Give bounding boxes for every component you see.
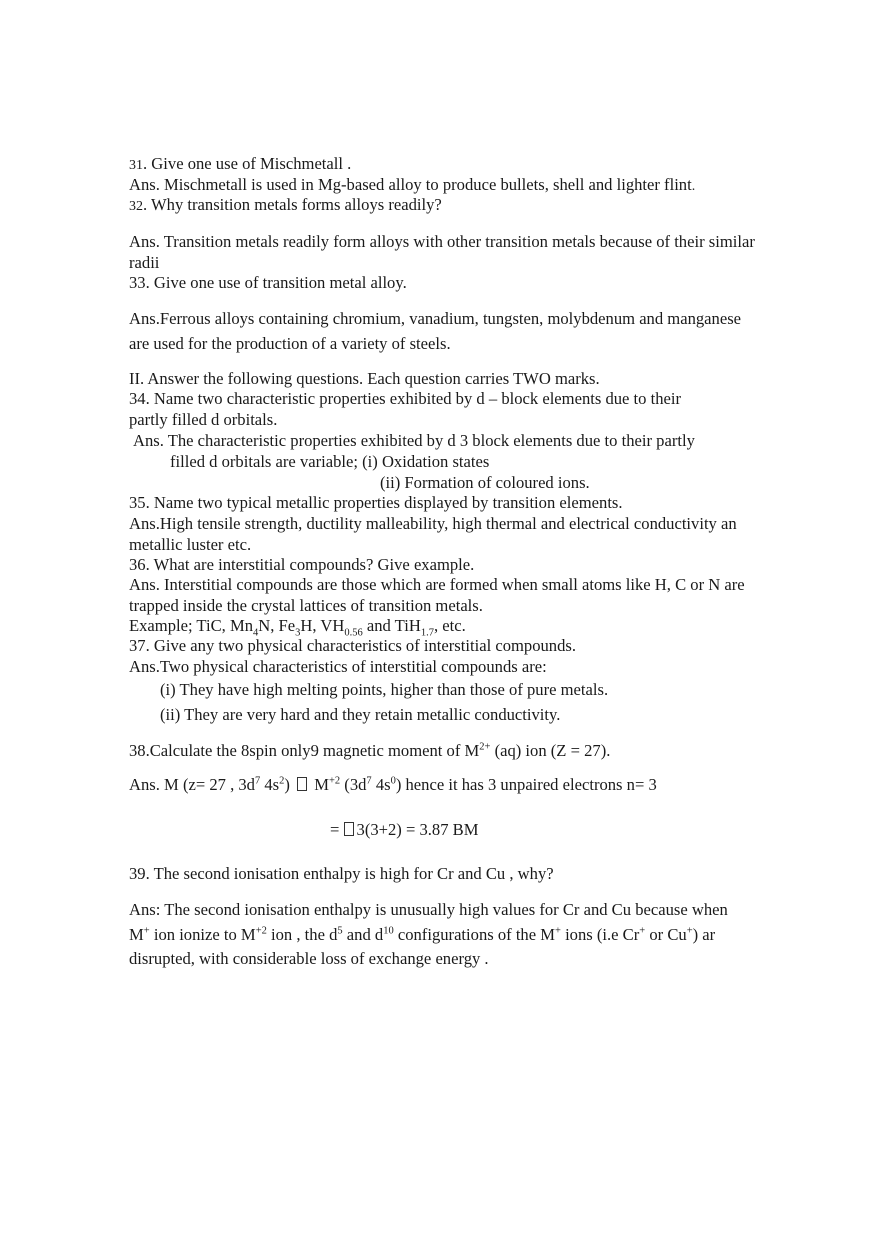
example-text: , etc.	[433, 616, 466, 635]
question-33: 33. Give one use of transition metal alloy.	[129, 273, 407, 292]
answer-text: ion ionize to M	[149, 925, 256, 944]
answer-39-line2	[129, 925, 715, 945]
superscript: 2+	[479, 741, 491, 753]
answer-36-line1: Ans. Interstitial compounds are those which are formed when small atoms like H, C or N are	[129, 575, 745, 594]
example-text: and TiH	[362, 616, 421, 635]
superscript: +	[686, 925, 693, 937]
question-number: 31	[129, 158, 143, 173]
answer-text: ) ar	[692, 925, 716, 944]
superscript: +	[143, 925, 150, 937]
question-38	[129, 741, 610, 761]
question-34-line1: 34. Name two characteristic properties exhibited by d – block elements due to their	[129, 389, 682, 408]
answer-text: ions (i.e Cr	[560, 925, 640, 944]
example-text: Example; TiC, Mn	[129, 616, 254, 635]
question-number: 32	[129, 199, 143, 214]
subscript: 0.56	[344, 627, 363, 639]
answer-text: ion , the d	[266, 925, 338, 944]
answer-text: 3(3+2) = 3.87 BM	[356, 820, 479, 839]
answer-text: M	[310, 775, 329, 794]
square-root-glyph-icon	[344, 822, 354, 836]
subscript: 4	[253, 627, 259, 639]
question-37: 37. Give any two physical characteristics of interstitial compounds.	[129, 636, 576, 655]
superscript: 2	[279, 775, 285, 787]
question-39: 39. The second ionisation enthalpy is high for Cr and Cu , why?	[129, 864, 554, 883]
answer-38	[129, 775, 657, 795]
answer-35-line1: Ans.High tensile strength, ductility malleability, high thermal and electrical conductivity an	[129, 514, 737, 533]
answer-33-line1: Ans.Ferrous alloys containing chromium, vanadium, tungsten, molybdenum and manganese	[129, 309, 742, 328]
answer-text: or Cu	[645, 925, 687, 944]
answer-36-example	[129, 616, 466, 639]
question-35: 35. Name two typical metallic properties displayed by transition elements.	[129, 493, 623, 512]
answer-35-line2: metallic luster etc.	[129, 535, 252, 554]
question-text: . Why transition metals forms alloys readily?	[143, 195, 442, 214]
answer-31	[129, 175, 695, 197]
superscript: 7	[254, 775, 261, 787]
superscript: +	[555, 925, 561, 937]
subscript: 1.7	[420, 627, 434, 639]
question-34-line2: partly filled d orbitals.	[129, 410, 278, 429]
answer-text: and d	[342, 925, 384, 944]
question-36: 36. What are interstitial compounds? Give example.	[129, 555, 475, 574]
superscript: +2	[255, 925, 267, 937]
answer-34-line3: (ii) Formation of coloured ions.	[380, 473, 590, 492]
answer-32-line2: radii	[129, 253, 160, 272]
answer-text: Ans. M (z= 27 , 3d	[129, 775, 255, 794]
question-text: . Give one use of Mischmetall .	[143, 154, 352, 173]
answer-34-line2: filled d orbitals are variable; (i) Oxidation states	[170, 452, 490, 471]
answer-38-result	[330, 820, 478, 840]
answer-text: M	[129, 925, 144, 944]
answer-37-intro: Ans.Two physical characteristics of interstitial compounds are:	[129, 657, 547, 676]
superscript: +	[639, 925, 646, 937]
section-heading: II. Answer the following questions. Each question carries TWO marks.	[129, 369, 600, 388]
answer-33-line2: are used for the production of a variety of steels.	[129, 334, 451, 353]
answer-text: =	[330, 820, 344, 839]
answer-text: (3d	[340, 775, 367, 794]
answer-text: Ans. Mischmetall is used in Mg-based alloy to produce bullets, shell and lighter flint	[129, 175, 692, 194]
superscript: 5	[337, 925, 343, 937]
superscript: 0	[390, 775, 396, 787]
answer-36-line2: trapped inside the crystal lattices of transition metals.	[129, 596, 483, 615]
question-31	[129, 154, 351, 176]
answer-text: 4s	[260, 775, 280, 794]
arrow-glyph-icon	[297, 777, 307, 791]
example-text: N, Fe	[258, 616, 296, 635]
superscript: +2	[328, 775, 341, 787]
answer-text: )	[284, 775, 295, 794]
answer-text: configurations of the M	[393, 925, 555, 944]
subscript: 3	[295, 627, 301, 639]
answer-text: 4s	[371, 775, 391, 794]
answer-text: ) hence it has 3 unpaired electrons n= 3	[395, 775, 657, 794]
answer-39-line3: disrupted, with considerable loss of exchange energy .	[129, 949, 489, 968]
question-text: 38.Calculate the 8spin only9 magnetic moment of M	[129, 741, 480, 760]
answer-39-line1: Ans: The second ionisation enthalpy is unusually high values for Cr and Cu because when	[129, 900, 728, 919]
superscript: 10	[383, 925, 394, 937]
answer-32-line1: Ans. Transition metals readily form alloys with other transition metals because of their similar	[129, 232, 755, 251]
answer-34-line1: Ans. The characteristic properties exhibited by d 3 block elements due to their partly	[133, 431, 695, 450]
answer-37-point2: (ii) They are very hard and they retain metallic conductivity.	[160, 705, 561, 724]
example-text: H, VH	[300, 616, 345, 635]
question-32	[129, 195, 442, 217]
answer-37-point1: (i) They have high melting points, higher than those of pure metals.	[160, 680, 609, 699]
question-text: (aq) ion (Z = 27).	[490, 741, 611, 760]
superscript: 7	[366, 775, 372, 787]
answer-end: .	[691, 179, 696, 194]
